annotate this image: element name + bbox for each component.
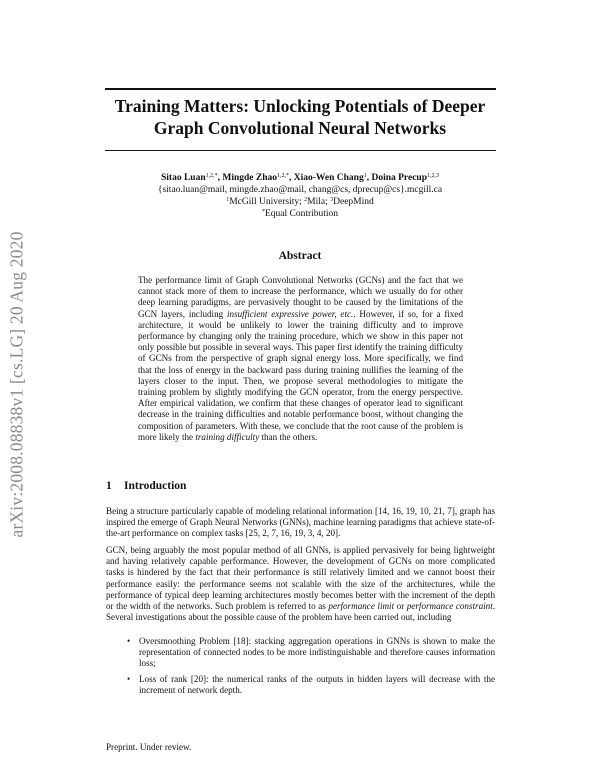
equal-contribution-note — [100, 208, 500, 220]
author-name: Doina Precup — [371, 173, 427, 183]
list-item: • Oversmoothing Problem [18]: stacking aggregation operations in GNNs is shown to make the representation of connected nodes to be more indistinguishable and therefore causes information loss; — [106, 636, 495, 670]
paragraph-text: . Several investigations about the possible cause of the problem have been carried out, including — [106, 601, 496, 623]
affiliation: Mila; — [307, 197, 331, 207]
intro-paragraph-2 — [106, 545, 495, 623]
abstract-text: . However, if so, for a fixed architecture, it would be unlikely to lower the training difficulty and to improve performance by changing only the training procedure, which we show in this paper not only possible but possible in several ways. This paper first identify the training difficulty of GCNs from the perspective of graph signal energy loss. More specifically, we find that the loss of energy in the backward pass during training nullifies the learning of the layers closer to the input. Then, we propose several methodologies to mitigate the training problem by slightly modifying the GCN operator, from the energy perspective. After empirical validation, we confirm that these changes of operator lead to significant decrease in the training difficulties and notable performance boost, without changing the composition of parameters. With these, we conclude that the root cause of the problem is more likely the — [138, 308, 464, 442]
paragraph-italic: performance limit — [328, 601, 395, 612]
author-names: Sitao Luan$^{1,2,*}$, Mingde Zhao$^{1,2,*}$, Xiao-Wen Chang$^1$, Doina Precup$^{1,2,3}$ — [161, 173, 439, 183]
author-sup: 1 — [363, 173, 367, 179]
paragraph-italic: performance constraint — [406, 601, 493, 612]
affiliation: DeepMind — [333, 197, 374, 207]
arxiv-side-stamp — [2, 188, 32, 580]
abstract-heading: Abstract — [278, 250, 322, 262]
title-rule-top — [105, 88, 496, 90]
paragraph-text: or — [394, 601, 407, 612]
section-title: Introduction — [124, 480, 187, 492]
abstract-italic: insufficient expressive power, etc. — [227, 308, 354, 319]
footer-note: Preprint. Under review. — [106, 742, 192, 752]
affiliation: McGill University; — [229, 197, 305, 207]
author-name: Xiao-Wen Chang — [293, 173, 364, 183]
title-line-1: Training Matters: Unlocking Potentials of Deeper — [114, 96, 486, 116]
abstract-body — [138, 275, 463, 443]
paragraph-text: GCN, being arguably the most popular method of all GNNs, is applied pervasively for being lightweight and having relatively capable performance. However, the development of GCNs on more complicated tasks is hindered by the fact that their performance is still relatively limited and we cannot boost their performance easily: the performance seems not scalable with the size of the architectures, while the performance of typical deep learning architectures mostly becomes better with the increment of the depth or the width of the networks. Such problem is referred to as — [106, 545, 495, 612]
author-name: Sitao Luan — [161, 173, 206, 183]
author-block — [100, 172, 500, 220]
title-rule-bottom — [105, 150, 496, 151]
section-heading-introduction — [106, 480, 186, 492]
intro-paragraph-1: Being a structure particularly capable of modeling relational information [14, 16, 19, 10, 21, 7], graph has inspired the emerge of Graph Neural Networks (GNNs), machine learning paradigms that achieve state-of-the-art performance on complex tasks [25, 2, 7, 16, 19, 3, 4, 20]. — [106, 506, 495, 539]
affiliation-sup: 2 — [304, 197, 308, 203]
title-line-2: Graph Convolutional Neural Networks — [153, 118, 447, 138]
author-affiliations — [100, 196, 500, 208]
equal-sup: * — [261, 209, 265, 215]
equal-contribution-text: Equal Contribution — [264, 209, 339, 219]
author-sup: 1,2,* — [205, 173, 218, 179]
author-emails: {sitao.luan@mail, mingde.zhao@mail, chang@cs, dprecup@cs}.mcgill.ca — [157, 185, 443, 195]
section-number: 1 — [106, 480, 112, 492]
author-name: Mingde Zhao — [222, 173, 278, 183]
affiliation-sup: 3 — [330, 197, 334, 203]
abstract-text: The performance limit of Graph Convolutional Networks (GCNs) and the fact that we cannot stack more of them to increase the performance, which we usually do for other deep learning paradigms, are pervasively thought to be caused by the limitations of the GCN layers, including — [138, 275, 463, 319]
affiliation-sup: 1 — [226, 197, 230, 203]
list-item: • Loss of rank [20]: the numerical ranks of the outputs in hidden layers will decrease with the increment of network depth. — [106, 674, 495, 696]
author-sup: 1,2,* — [277, 173, 290, 179]
arxiv-identifier: arXiv:2008.08838v1 [cs.LG] 20 Aug 2020 — [6, 230, 27, 538]
abstract-italic: training difficulty — [195, 431, 260, 442]
cause-list — [106, 636, 495, 700]
author-sup: 1,2,3 — [426, 173, 439, 179]
abstract-text: than the others. — [259, 431, 318, 442]
paper-title — [100, 95, 500, 139]
